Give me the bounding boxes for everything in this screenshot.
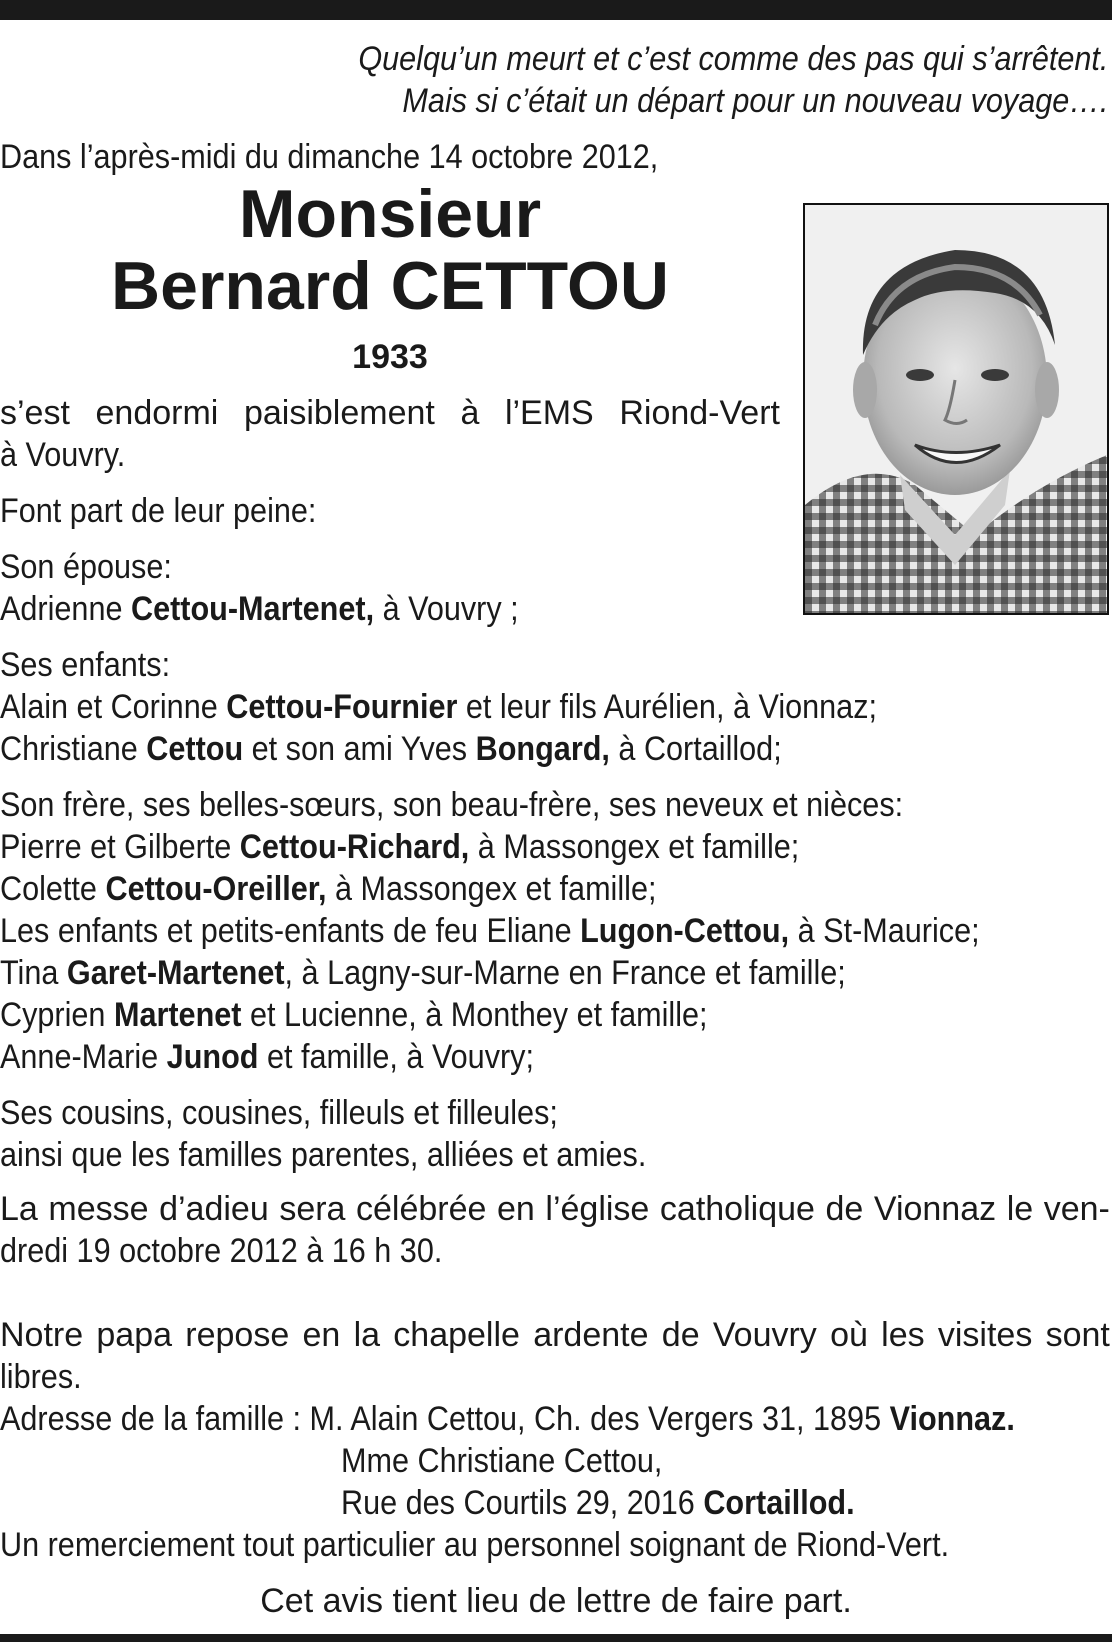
address-line-1: Adresse de la famille : M. Alain Cettou, Ch. des Vergers 31, 1895 Vionnaz.: [0, 1400, 1015, 1438]
children-heading: Ses enfants:: [0, 646, 171, 684]
word: Riond-Vert: [619, 394, 780, 432]
spouse-line: Adrienne Cettou-Martenet, à Vouvry ;: [0, 590, 519, 628]
title-monsieur: Monsieur: [238, 176, 542, 252]
mass-line-1: La messe d’adieu sera célébrée en l’église catholique de Vionnaz le ven-: [0, 1190, 1110, 1228]
family-line: Pierre et Gilberte Cettou-Richard, à Massongex et famille;: [0, 828, 800, 866]
address-line-3: Rue des Courtils 29, 2016 Cortaillod.: [341, 1484, 855, 1522]
cousins-line-2: ainsi que les familles parentes, alliées et amies.: [0, 1136, 647, 1174]
thanks-text: Un remerciement tout particulier au personnel soignant de Riond-Vert.: [0, 1526, 950, 1564]
cousins-line-1: Ses cousins, cousines, filleuls et filleules;: [0, 1094, 558, 1132]
announce-line-2: à Vouvry.: [0, 436, 126, 474]
word: l’EMS: [504, 394, 594, 432]
children-line-1: Alain et Corinne Cettou-Fournier et leur fils Aurélien, à Vionnaz;: [0, 688, 878, 726]
rest-line-2: libres.: [0, 1358, 82, 1396]
closing-text: Cet avis tient lieu de lettre de faire part.: [260, 1582, 852, 1620]
bottom-rule: [0, 1634, 1112, 1642]
portrait-illustration: [805, 205, 1107, 613]
family-heading: Son frère, ses belles-sœurs, son beau-frère, ses neveux et nièces:: [0, 786, 904, 824]
font-part-text: Font part de leur peine:: [0, 492, 317, 530]
family-line: Tina Garet-Martenet, à Lagny-sur-Marne en France et famille;: [0, 954, 846, 992]
portrait-photo: [803, 203, 1109, 615]
children-line-2: Christiane Cettou et son ami Yves Bongard, à Cortaillod;: [0, 730, 782, 768]
top-rule: [0, 0, 1112, 20]
family-line: Cyprien Martenet et Lucienne, à Monthey et famille;: [0, 996, 708, 1034]
word: endormi: [95, 394, 219, 432]
spouse-heading: Son épouse:: [0, 548, 172, 586]
epigraph-line-2: Mais si c’était un départ pour un nouveau voyage….: [402, 82, 1108, 120]
birth-year: 1933: [352, 338, 428, 376]
word: s’est: [0, 394, 70, 432]
mass-line-2: dredi 19 octobre 2012 à 16 h 30.: [0, 1232, 443, 1270]
deceased-name: Bernard CETTOU: [111, 248, 669, 324]
family-line: Anne-Marie Junod et famille, à Vouvry;: [0, 1038, 534, 1076]
word: à: [460, 394, 480, 432]
announce-line-1: [0, 392, 780, 434]
intro-text: Dans l’après-midi du dimanche 14 octobre 2012,: [0, 138, 659, 176]
family-line: Les enfants et petits-enfants de feu Eliane Lugon-Cettou, à St-Maurice;: [0, 912, 980, 950]
address-line-2: Mme Christiane Cettou,: [341, 1442, 663, 1480]
word: paisiblement: [243, 394, 435, 432]
family-line: Colette Cettou-Oreiller, à Massongex et famille;: [0, 870, 657, 908]
epigraph-line-1: Quelqu’un meurt et c’est comme des pas qui s’arrêtent.: [357, 40, 1108, 78]
rest-line-1: Notre papa repose en la chapelle ardente de Vouvry où les visites sont: [0, 1316, 1110, 1354]
